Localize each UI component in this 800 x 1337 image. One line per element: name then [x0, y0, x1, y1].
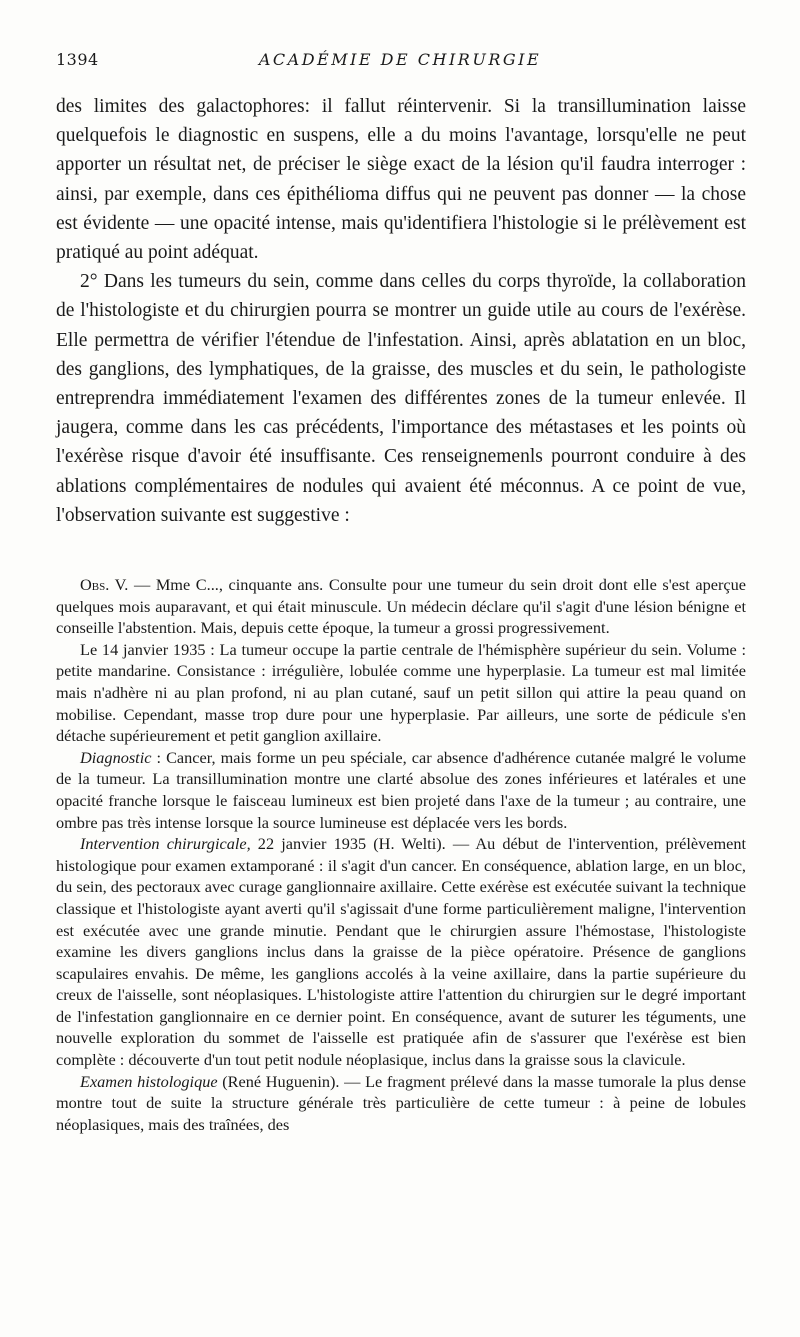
- observation-intro-text: — Mme C..., cinquante ans. Consulte pour une tumeur du sein droit dont elle s'est aperçue quelques mois auparavant, et qui était minuscule. Un médecin déclare qu'il s'agit d'une lésion bénigne et conseille l'abstention. Mais, depuis cette époque, la tumeur a grossi progressivement.: [56, 575, 746, 638]
- observation-diagnostic: [56, 747, 746, 833]
- diagnostic-label: Diagnostic: [80, 747, 152, 767]
- observation-intervention: [56, 833, 746, 1071]
- page-number: 1394: [56, 50, 99, 69]
- running-head: ACADÉMIE DE CHIRURGIE: [258, 50, 542, 69]
- main-text: [56, 92, 746, 530]
- histology-text: (René Huguenin). — Le fragment prélevé dans la masse tumorale la plus dense montre tout de suite la structure générale très particulière de cette tumeur : à peine de lobules néoplasiques, mais des traînées, des: [56, 1071, 746, 1134]
- observation-exam: Le 14 janvier 1935 : La tumeur occupe la partie centrale de l'hémisphère supérieur du sein. Volume : petite mandarine. Consistance : irrégulière, lobulée comme une hyperplasie. La tumeur est mal limitée mais n'adhère ni au plan profond, ni au plan cutané, sauf un petit sillon qui attire la peau quand on mobilise. Cependant, masse trop dure pour une hyperplasie. Par ailleurs, une sorte de pédicule s'en détache supérieurement et petit ganglion axillaire.: [56, 639, 746, 746]
- observation-block: [56, 574, 746, 1135]
- observation-intro: [56, 574, 746, 639]
- page-header: [56, 50, 744, 74]
- observation-histology: [56, 1071, 746, 1136]
- intervention-text: 22 janvier 1935 (H. Welti). — Au début de l'intervention, prélèvement histologique pour examen extamporané : il s'agit d'un cancer. En conséquence, ablation large, en un bloc, du sein, des pectoraux avec curage ganglionnaire axillaire. Cette exérèse est exécutée suivant la technique classique et l'histologiste ayant averti qu'il s'agissait d'une forme particulièrement maligne, l'intervention est exécutée avec une grande minutie. Pendant que le chirurgien assure l'hémostase, l'histologiste examine les divers ganglions inclus dans la graisse de la pièce opératoire. Présence de ganglions scapulaires envahis. De même, les ganglions accolés à la veine axillaire, dans la partie supérieure du creux de l'aisselle, sont néoplasiques. L'histologiste attire l'attention du chirurgien sur le degré important de l'infestation ganglionnaire en ce dernier point. En conséquence, avant de suturer les téguments, une nouvelle exploration du sommet de l'aisselle est pratiquée afin de s'assurer que l'exérèse est bien complète : découverte d'un tout petit nodule néoplasique, inclus dans la graisse sous la clavicule.: [56, 834, 747, 1070]
- intervention-label: Intervention chirurgicale,: [80, 834, 251, 854]
- paragraph-point-2: 2° Dans les tumeurs du sein, comme dans celles du corps thyroïde, la collaboration de l'histologiste et du chirurgien pourra se montrer un guide utile au cours de l'exérèse. Elle permettra de vérifier l'étendue de l'infestation. Ainsi, après ablatation en un bloc, des ganglions, des lymphatiques, de la graisse, des muscles et du sein, le pathologiste entreprendra immédiatement l'examen des différentes zones de la tumeur enlevée. Il jaugera, comme dans les cas précédents, l'importance des métastases et les points où l'exérèse risque d'avoir été insuffisante. Ces renseignemenls pourront conduire à des ablations complémentaires de nodules qui avaient été méconnus. A ce point de vue, l'observation suivante est suggestive :: [56, 271, 746, 526]
- observation-label: Obs. V.: [80, 575, 129, 594]
- diagnostic-text: : Cancer, mais forme un peu spéciale, car absence d'adhérence cutanée malgré le volume de la tumeur. La transillumination montre une clarté absolue des zones inférieures et latérales et une opacité franche lorsque le faisceau lumineux est bien projeté dans l'axe de la tumeur ; au contraire, une ombre pas très intense lorsque la source lumineuse est déplacée vers les bords.: [56, 747, 746, 832]
- paragraph-continuation: des limites des galactophores: il fallut réintervenir. Si la transillumination laisse quelquefois le diagnostic en suspens, elle a du moins l'avantage, lorsqu'elle ne peut apporter un résultat net, de préciser le siège exact de la lésion qu'il faudra interroger : ainsi, par exemple, dans ces épithélioma diffus qui ne peuvent pas donner — la chose est évidente — une opacité intense, mais qu'identifiera l'histologie si le prélèvement est pratiqué au point adéquat.: [56, 96, 746, 264]
- histology-label: Examen histologique: [80, 1071, 218, 1091]
